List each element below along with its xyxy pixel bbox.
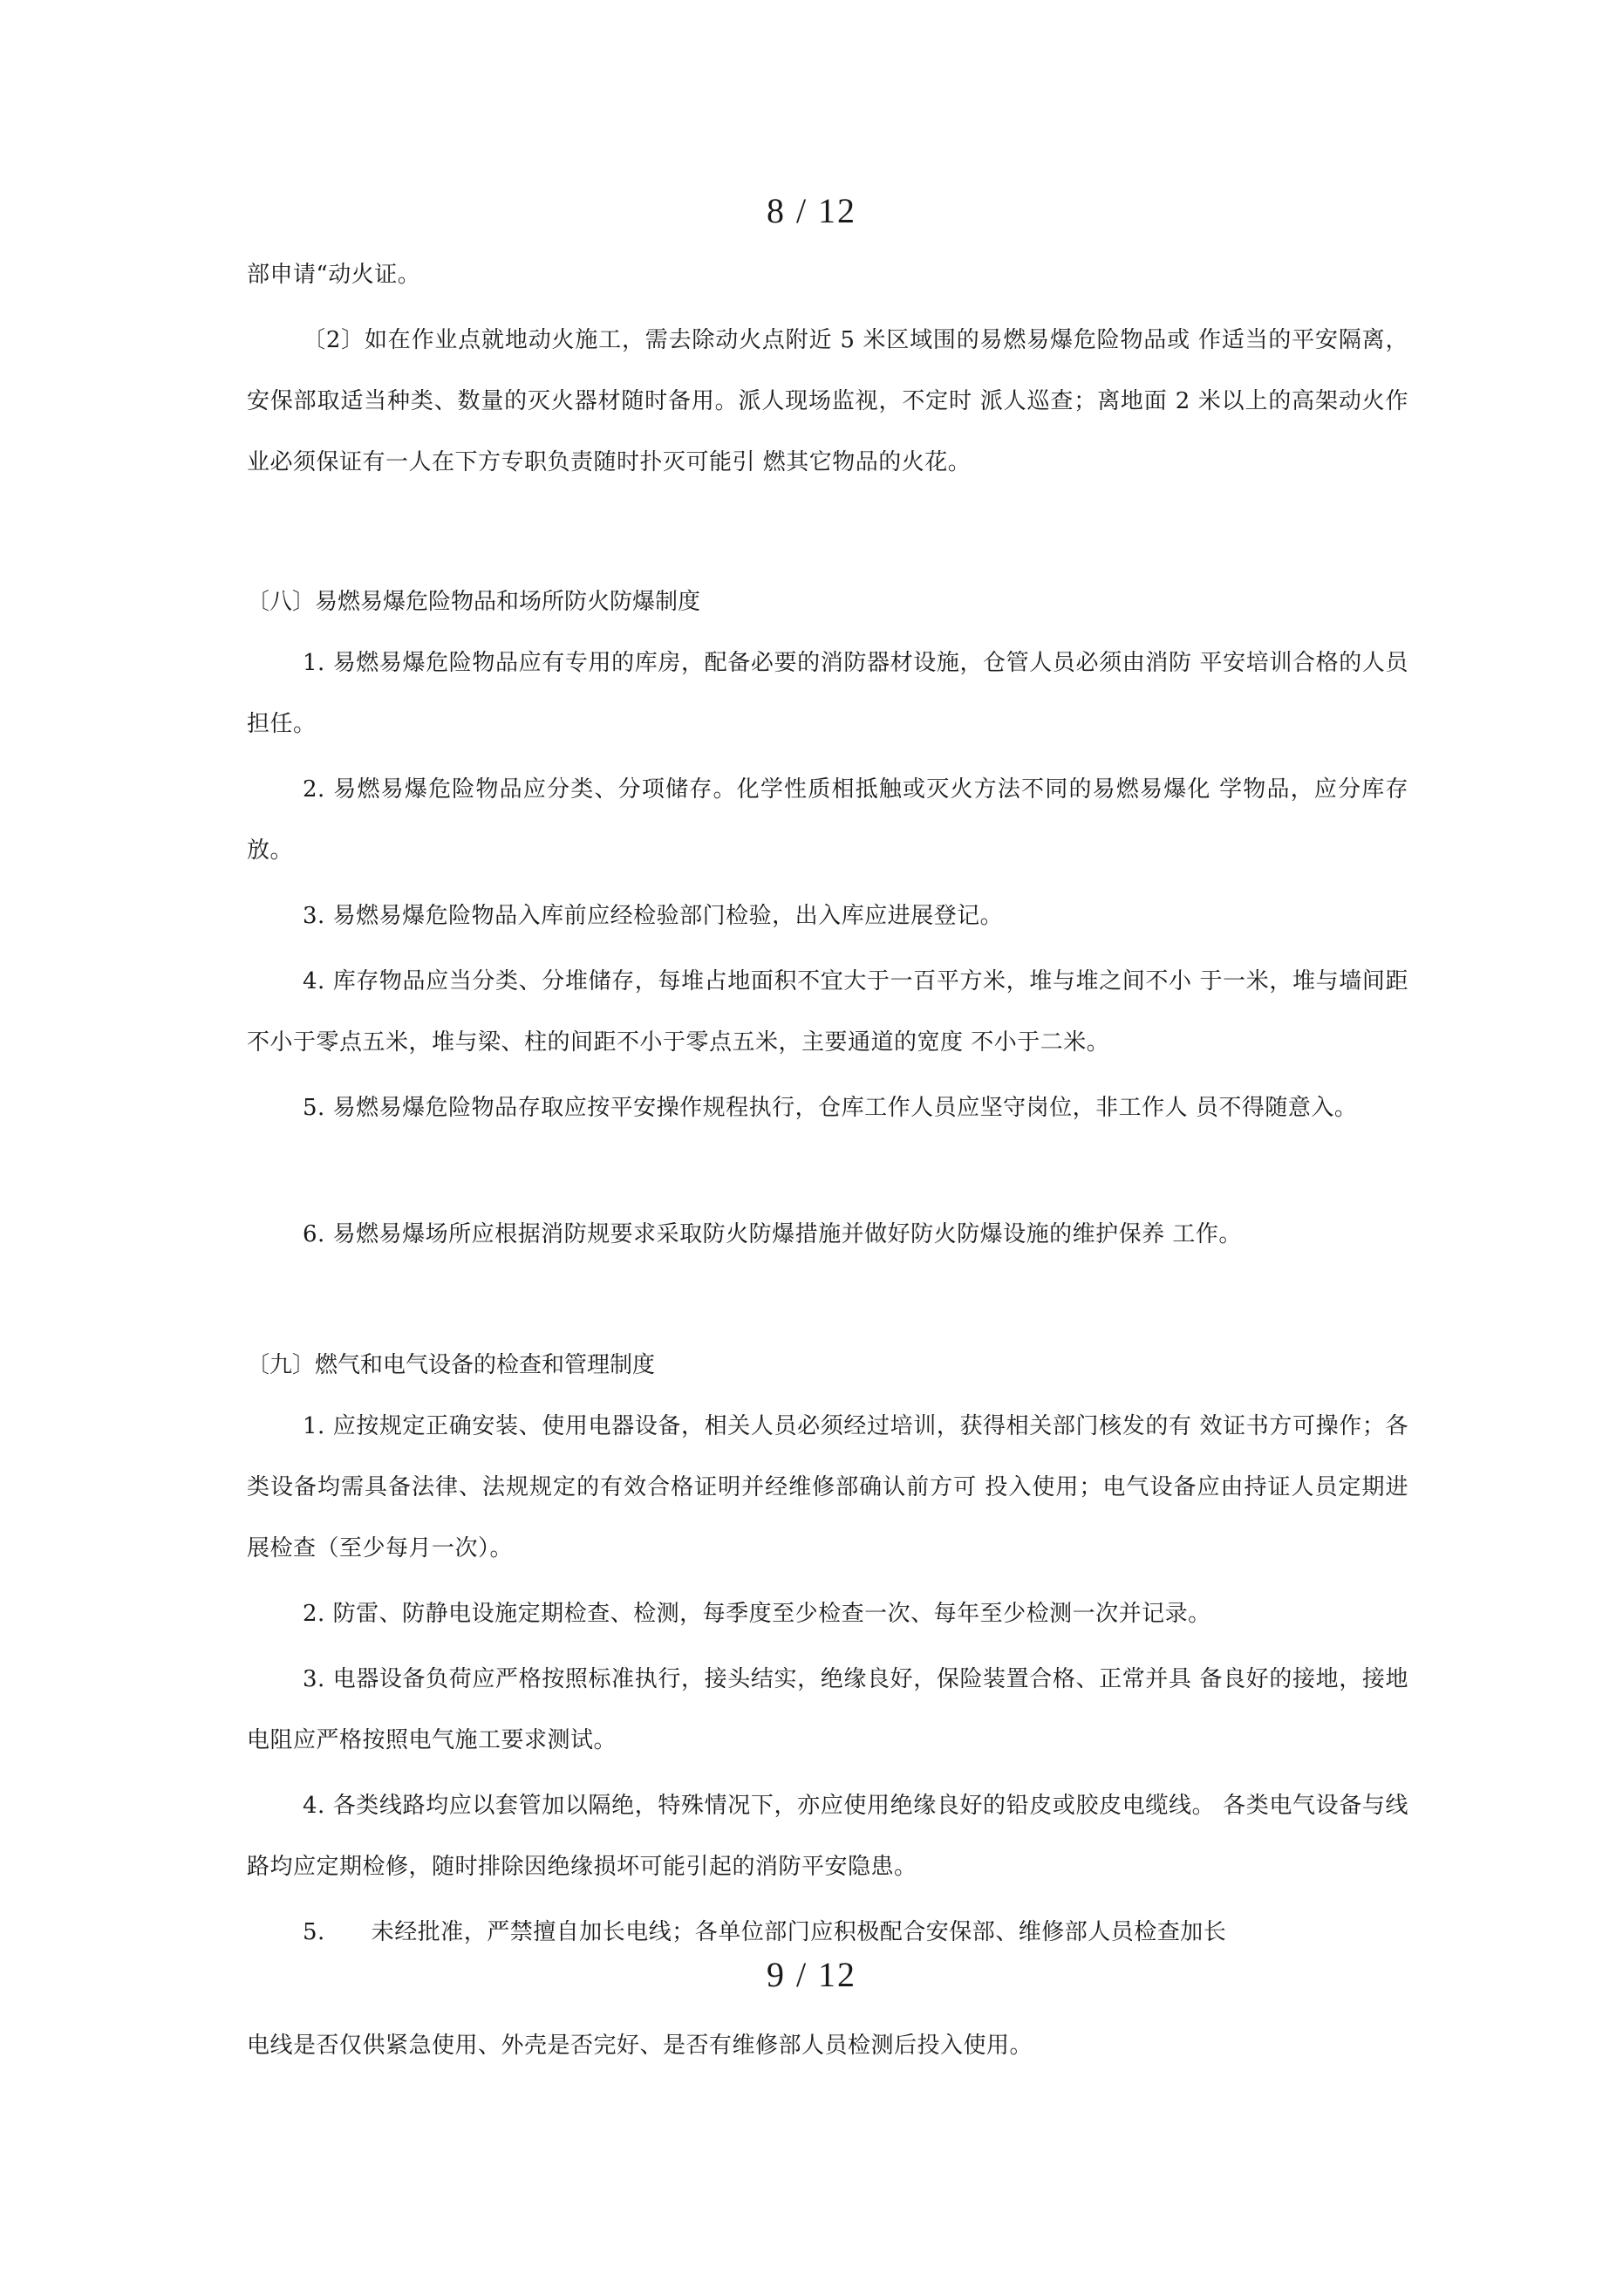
list-item: 1. 易燃易爆危险物品应有专用的库房，配备必要的消防器材设施，仓管人员必须由消防 平安培训合格的人员担任。 xyxy=(247,650,1408,737)
section-heading-8: 〔八〕易燃易爆危险物品和场所防火防爆制度 xyxy=(247,589,701,615)
paragraph: 部申请“动火证。 xyxy=(247,262,421,288)
list-item: 3. 易燃易爆危险物品入库前应经检验部门检验，出入库应进展登记。 xyxy=(303,903,1004,929)
list-item: 3. 电器设备负荷应严格按照标准执行，接头结实，绝缘良好，保险装置合格、正常并具 备良好的接地，接地电阻应严格按照电气施工要求测试。 xyxy=(247,1666,1408,1753)
list-item: 2. 防雷、防静电设施定期检查、检测，每季度至少检查一次、每年至少检测一次并记录。 xyxy=(303,1601,1211,1627)
list-item: 4. 库存物品应当分类、分堆储存，每堆占地面积不宜大于一百平方米，堆与堆之间不小 于一米，堆与墙间距不小于零点五米，堆与梁、柱的间距不小于零点五米，主要通道的宽度 不小于二米。 xyxy=(247,968,1408,1056)
paragraph: 电线是否仅供紧急使用、外壳是否完好、是否有维修部人员检测后投入使用。 xyxy=(247,2033,1033,2059)
list-item: 5. 未经批准，严禁擅自加长电线；各单位部门应积极配合安保部、维修部人员检查加长 xyxy=(303,1919,1227,1945)
list-item: 5. 易燃易爆危险物品存取应按平安操作规程执行，仓库工作人员应坚守岗位，非工作人 员不得随意入。 xyxy=(303,1095,1358,1121)
page-number-top: 8 / 12 xyxy=(766,191,857,230)
page-number-bottom: 9 / 12 xyxy=(766,1955,857,1994)
list-item: 2. 易燃易爆危险物品应分类、分项储存。化学性质相抵触或灭火方法不同的易燃易爆化 学物品，应分库存放。 xyxy=(247,776,1408,864)
list-item: 6. 易燃易爆场所应根据消防规要求采取防火防爆措施并做好防火防爆设施的维护保养 工作。 xyxy=(303,1221,1242,1247)
list-item: 4. 各类线路均应以套管加以隔绝，特殊情况下，亦应使用绝缘良好的铅皮或胶皮电缆线。 各类电气设备与线路均应定期检修，随时排除因绝缘损坏可能引起的消防平安隐患。 xyxy=(247,1793,1408,1880)
section-heading-9: 〔九〕燃气和电气设备的检查和管理制度 xyxy=(247,1352,656,1378)
paragraph: 〔2〕如在作业点就地动火施工，需去除动火点附近 5 米区域围的易燃易爆危险物品或 作适当的平安隔离，安保部取适当种类、数量的灭火器材随时备用。派人现场监视，不定时 派人巡查；离地面 2 米以上的高架动火作业必须保证有一人在下方专职负责随时扑灭可能引 燃其它物品的火花。 xyxy=(247,327,1408,475)
list-item: 1. 应按规定正确安装、使用电器设备，相关人员必须经过培训，获得相关部门核发的有 效证书方可操作；各类设备均需具备法律、法规规定的有效合格证明并经维修部确认前方可 投入使用；电气设备应由持证人员定期进展检查（至少每月一次）。 xyxy=(247,1413,1408,1561)
